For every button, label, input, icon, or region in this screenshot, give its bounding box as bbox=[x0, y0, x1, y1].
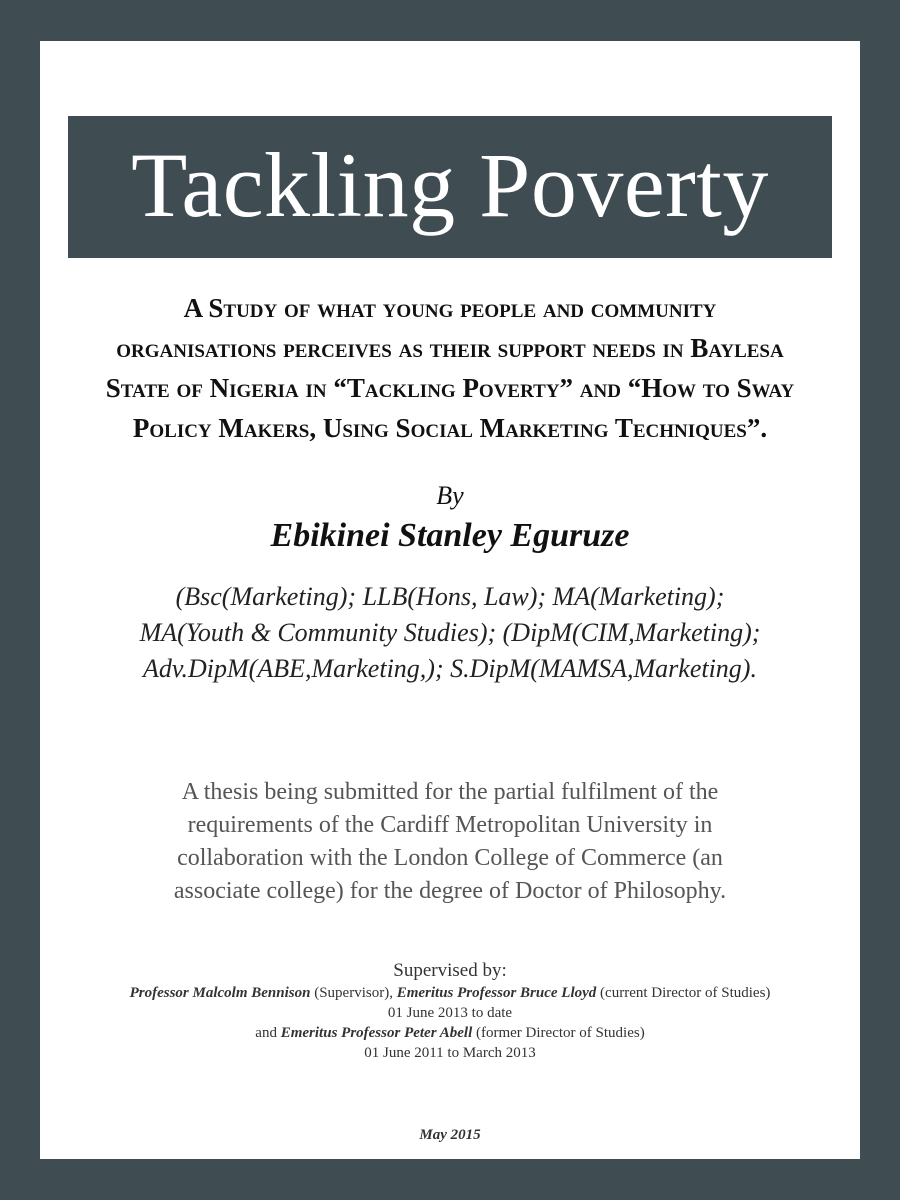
thesis-line: associate college) for the degree of Doctor of Philosophy. bbox=[173, 878, 727, 904]
subtitle-line: State of Nigeria in “Tackling Poverty” and “How to Sway bbox=[105, 373, 795, 403]
supervisor-role: (Supervisor), bbox=[310, 985, 397, 1001]
former-director-name: Emeritus Professor Peter Abell bbox=[280, 1025, 473, 1041]
thesis-line: requirements of the Cardiff Metropolitan University in bbox=[187, 812, 713, 838]
author-credentials bbox=[40, 579, 860, 687]
former-director-period: 01 June 2011 to March 2013 bbox=[364, 1045, 536, 1061]
by-label: By bbox=[436, 481, 464, 510]
director-role: (current Director of Studies) bbox=[596, 985, 771, 1001]
credentials-line: MA(Youth & Community Studies); (DipM(CIM,Marketing); bbox=[139, 618, 761, 647]
subtitle-line: organisations perceives as their support needs in Baylesa bbox=[116, 333, 784, 363]
thesis-line: A thesis being submitted for the partial fulfilment of the bbox=[181, 779, 719, 805]
thesis-line: collaboration with the London College of Commerce (an bbox=[177, 845, 723, 871]
title-banner bbox=[68, 116, 832, 258]
cover-page bbox=[40, 41, 860, 1159]
supervision-block bbox=[40, 959, 860, 1063]
former-director-role: (former Director of Studies) bbox=[472, 1025, 645, 1041]
director-period: 01 June 2013 to date bbox=[387, 1005, 513, 1021]
thesis-statement bbox=[40, 776, 860, 908]
former-prefix: and bbox=[255, 1025, 281, 1041]
credentials-line: (Bsc(Marketing); LLB(Hons, Law); MA(Marketing); bbox=[175, 582, 725, 611]
director-name: Emeritus Professor Bruce Lloyd bbox=[396, 985, 597, 1001]
supervisors-line bbox=[40, 983, 860, 1003]
submission-date: May 2015 bbox=[419, 1127, 481, 1143]
subtitle-line: Policy Makers, Using Social Marketing Techniques”. bbox=[132, 413, 768, 443]
supervised-heading: Supervised by: bbox=[393, 960, 507, 981]
document-title: Tackling Poverty bbox=[131, 134, 769, 236]
former-director-line bbox=[40, 1023, 860, 1043]
author-name: Ebikinei Stanley Eguruze bbox=[270, 517, 630, 554]
credentials-line: Adv.DipM(ABE,Marketing,); S.DipM(MAMSA,Marketing). bbox=[143, 654, 757, 683]
supervisor-name: Professor Malcolm Bennison bbox=[129, 985, 311, 1001]
subtitle-line: A Study of what young people and community bbox=[183, 293, 717, 323]
subtitle bbox=[60, 288, 840, 448]
